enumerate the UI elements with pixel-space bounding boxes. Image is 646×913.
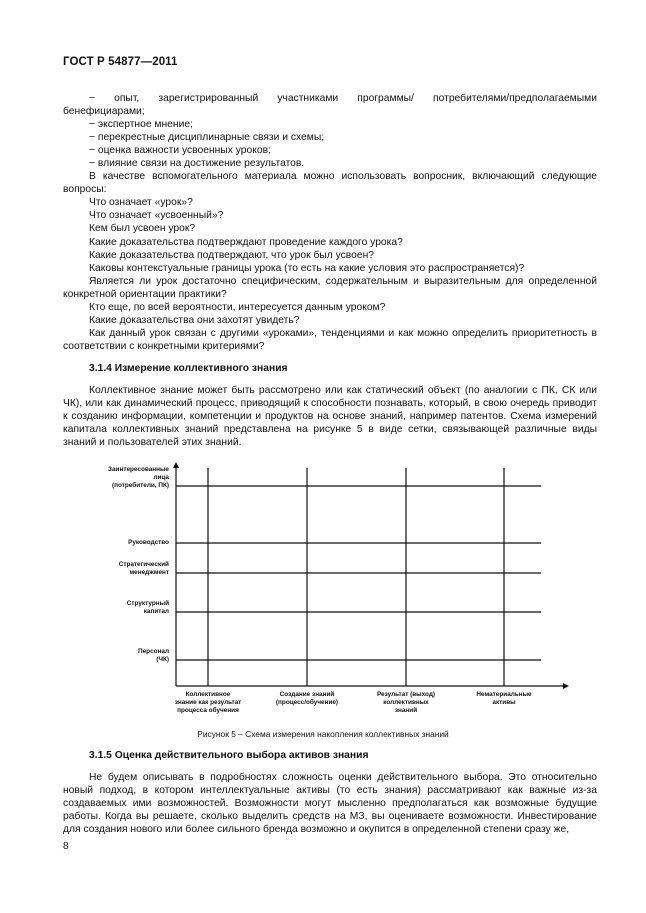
- row-label: Стратегический: [118, 561, 169, 568]
- y-axis-arrow: [173, 462, 179, 468]
- figure-caption: Рисунок 5 – Схема измерения накопления коллективных знаний: [197, 729, 449, 739]
- paragraph: Что означает «усвоенный»?: [89, 210, 224, 222]
- paragraph: Что означает «урок»?: [89, 197, 193, 209]
- column-label: Коллективное: [185, 691, 231, 698]
- column-label: активы: [492, 699, 516, 706]
- column-label: Результат (выход): [376, 691, 436, 698]
- paragraph: Какие доказательства подтверждают проведение каждого урока?: [89, 236, 403, 248]
- section-heading: 3.1.5 Оценка действительного выбора активов знания: [89, 750, 369, 761]
- column-label: коллективных: [383, 699, 429, 706]
- main-text: [63, 92, 597, 449]
- paragraph: Какие доказательства подтверждают, что урок был усвоен?: [89, 249, 375, 261]
- row-label: Персонал: [138, 648, 169, 655]
- column-label: процесса обучения: [177, 707, 239, 714]
- column-label: знание как результат: [174, 699, 242, 706]
- paragraph: − влияние связи на достижение результатов.: [89, 158, 305, 170]
- column-labels: [175, 690, 532, 714]
- main-text-lower: [63, 749, 597, 836]
- section-heading: 3.1.4 Измерение коллективного знания: [89, 362, 288, 374]
- paragraph: − экспертное мнение;: [89, 119, 193, 131]
- paragraph: Какие доказательства они захотят увидеть?: [89, 314, 300, 326]
- row-label: капитал: [143, 608, 169, 615]
- paragraph: − опыт, зарегистрированный участниками программы/ потребителями/предполагаемыми бенефициарами;: [63, 93, 597, 118]
- column-label: Создание знаний: [279, 691, 335, 698]
- paragraph: − перекрестные дисциплинарные связи и схемы;: [89, 132, 325, 144]
- row-label: лица: [153, 474, 169, 481]
- paragraph: Является ли урок достаточно специфическим, содержательным и выразительным для определенной конкретной ориентации практики?: [63, 275, 597, 300]
- row-label: (потребители, ПК): [112, 482, 169, 489]
- paragraph: Не будем описывать в подробностях сложность оценки действительного выбора. Это относительно новый подход, в котором интеллектуальные активы (то есть знания) рассматривают как важные из-за создаваемых ими возможностей. Возможности могут мысленно предполагаться как возможные будущие работы. Когда вы решаете, сколько выделить средств на МЗ, вы оцениваете возможности. Инвестирование для создания нового или более сильного бренда возможно и окупится в определенной степени сразу же,: [63, 772, 597, 836]
- paragraph: В качестве вспомогательного материала можно использовать вопросник, включающий следующие вопросы:: [63, 171, 597, 196]
- column-label: Нематериальные: [476, 691, 532, 698]
- paragraph: Как данный урок связан с другими «уроками», тенденциями и как можно определить приоритетность в соответствии с конкретными критериями?: [63, 327, 597, 352]
- x-axis-arrow: [563, 683, 569, 689]
- paragraph: Кем был усвоен урок?: [89, 223, 196, 235]
- grid-diagram: [63, 462, 597, 722]
- row-labels: [108, 466, 169, 663]
- row-label: Структурный: [126, 600, 169, 607]
- row-label: Заинтересованные: [108, 466, 169, 473]
- row-label: Руководство: [128, 539, 169, 546]
- paragraph: Коллективное знание может быть рассмотрено или как статический объект (по аналогии с ПК, СК или ЧК), или как динамический процесс, приводящий к способности познавать, который, в свою очередь приводит к созданию информации, компетенции и продуктов на основе знаний, например патентов. Схема измерений капитала коллективных знаний представлена на рисунке 5 в виде сетки, связывающей различные виды знаний и пользователей этих знаний.: [63, 384, 597, 449]
- page-number: 8: [63, 841, 69, 852]
- row-label: менеджмент: [129, 569, 169, 576]
- column-label: знаний: [394, 707, 418, 714]
- column-label: (процесс/обучение): [275, 699, 339, 706]
- paragraph: Каковы контекстуальные границы урока (то есть на какие условия это распространяется)?: [89, 262, 525, 274]
- grid-lines: [176, 468, 541, 686]
- document-header: ГОСТ Р 54877—2011: [63, 56, 178, 68]
- paragraph: − оценка важности усвоенных уроков;: [89, 145, 271, 157]
- paragraph: Кто еще, по всей вероятности, интересуется данным уроком?: [89, 301, 386, 313]
- row-label: (ЧК): [156, 656, 169, 663]
- figure-grid: [63, 462, 597, 722]
